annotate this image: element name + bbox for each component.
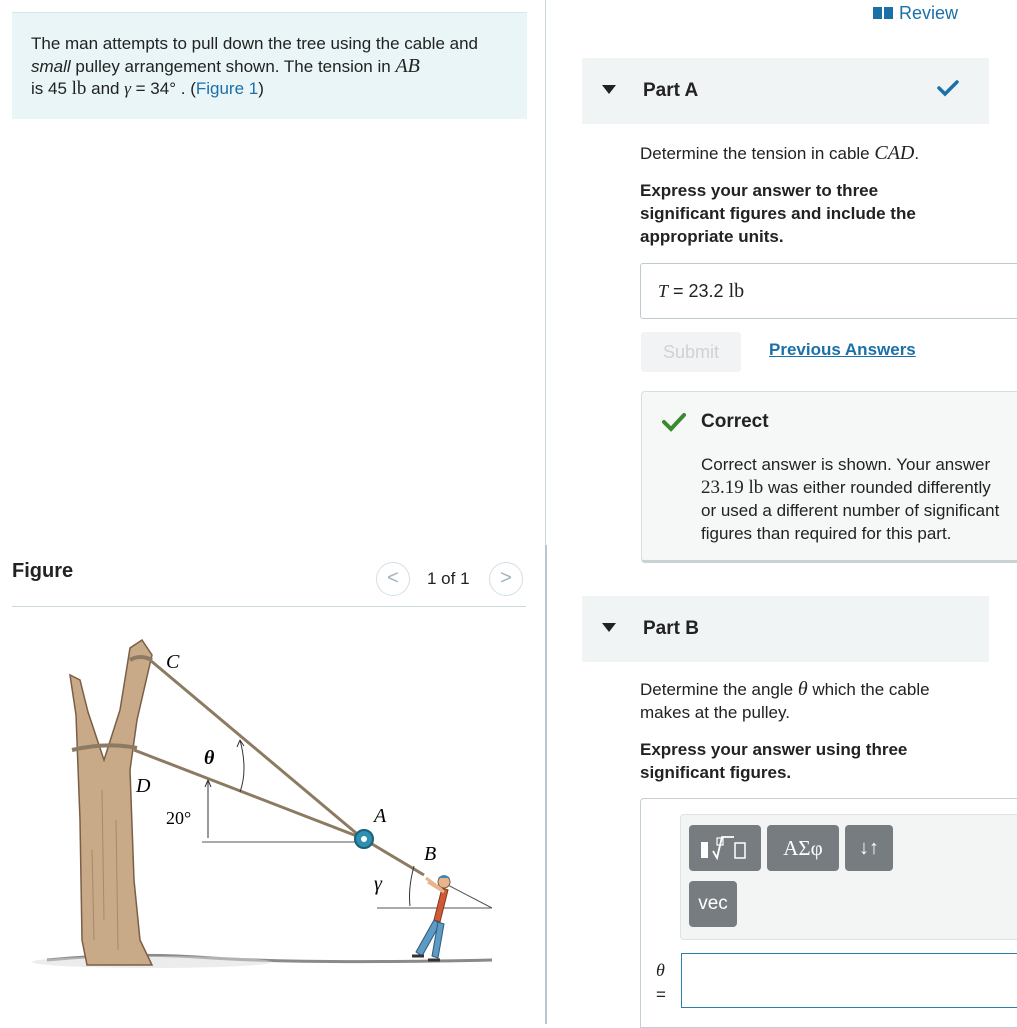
label-a: A xyxy=(374,805,387,827)
part-b-label: Part B xyxy=(643,618,699,639)
answer-variable: T xyxy=(658,281,669,301)
greek-symbols-button[interactable]: ΑΣφ xyxy=(767,825,839,871)
collapse-triangle-icon xyxy=(602,85,616,94)
part-a-label: Part A xyxy=(643,80,699,101)
feedback-line: Correct answer is shown. Your answer xyxy=(701,455,991,474)
label-b: B xyxy=(424,843,437,865)
book-icon xyxy=(873,4,893,25)
feedback-line: figures than required for this part. xyxy=(701,524,952,543)
figure-counter: 1 of 1 xyxy=(427,569,470,588)
part-a-instruction: Express your answer to three significant figures and include the appropriate units. xyxy=(640,181,916,246)
submit-button[interactable]: Submit xyxy=(641,332,741,372)
math-toolbar xyxy=(680,814,1017,940)
label-theta: θ xyxy=(204,747,215,769)
label-20-deg: 20° xyxy=(166,808,192,828)
vector-button[interactable]: vec xyxy=(689,881,737,927)
problem-statement xyxy=(12,12,527,119)
part-a-prompt-end: . xyxy=(914,144,920,163)
tree-trunk xyxy=(70,640,152,965)
column-divider-lower xyxy=(545,545,547,1024)
cad-variable: CAD xyxy=(874,142,915,164)
answer-unit: lb xyxy=(728,280,745,302)
equals-sign: = xyxy=(656,985,666,1004)
root-template-icon xyxy=(689,825,761,871)
feedback-line: or used a different number of significant xyxy=(701,501,1000,520)
collapse-triangle-icon xyxy=(602,623,616,632)
problem-text: is 45 xyxy=(31,79,72,98)
part-a-answer-field[interactable] xyxy=(640,263,1017,319)
part-a-header[interactable] xyxy=(582,58,989,124)
figure-divider xyxy=(12,606,526,607)
part-b-prompt-text: Determine the angle xyxy=(640,680,798,699)
theta-input-label: θ xyxy=(656,960,665,980)
man-figure xyxy=(412,875,450,960)
figure-title: Figure xyxy=(12,560,74,582)
arc-gamma xyxy=(410,866,415,906)
part-a-prompt xyxy=(640,142,919,165)
figure-prev-button[interactable]: < xyxy=(376,562,410,596)
theta-answer-input[interactable] xyxy=(681,953,1017,1008)
review-label: Review xyxy=(899,3,959,23)
correct-feedback-panel xyxy=(641,391,1017,563)
feedback-line: was either rounded differently xyxy=(763,478,991,497)
part-b-prompt-text: which the cable xyxy=(807,680,930,699)
answer-equals: = xyxy=(668,281,689,301)
previous-answers-link[interactable]: Previous Answers xyxy=(769,340,916,359)
part-b-instruction: Express your answer using three significant figures. xyxy=(640,740,908,782)
theta-variable: θ xyxy=(797,678,808,700)
label-c: C xyxy=(166,651,180,673)
review-link[interactable] xyxy=(873,3,958,25)
ground-shadow xyxy=(32,956,272,968)
tree-pulley-figure xyxy=(12,620,512,990)
templates-button[interactable] xyxy=(689,825,761,871)
pulley-hub xyxy=(361,836,367,842)
part-a-prompt-text: Determine the tension in cable xyxy=(640,144,875,163)
figure-next-button[interactable]: > xyxy=(489,562,523,596)
part-a-check-icon xyxy=(937,79,959,97)
problem-text: The man attempts to pull down the tree using the cable and xyxy=(31,34,478,53)
arrows-button[interactable]: ↓↑ xyxy=(845,825,893,871)
problem-text-small: small xyxy=(31,57,71,76)
ref-line-b xyxy=(442,882,492,908)
gamma-variable: γ xyxy=(124,79,131,98)
figure-link[interactable]: Figure 1 xyxy=(195,79,259,98)
unit-lb: lb xyxy=(71,78,87,99)
problem-text: = 34° . ( xyxy=(130,79,196,98)
feedback-message xyxy=(701,453,1017,545)
feedback-value: 23.19 lb xyxy=(701,477,764,498)
problem-text: and xyxy=(86,79,125,98)
part-b-prompt xyxy=(640,678,930,724)
label-gamma: γ xyxy=(374,873,382,895)
problem-text: pulley arrangement shown. The tension in xyxy=(70,57,396,76)
ab-variable: AB xyxy=(395,55,420,77)
correct-check-icon xyxy=(662,412,686,432)
part-b-prompt-text: makes at the pulley. xyxy=(640,703,790,722)
answer-value: 23.2 xyxy=(688,281,724,301)
part-b-header[interactable] xyxy=(582,596,989,662)
problem-text: ) xyxy=(258,79,264,98)
label-d: D xyxy=(136,775,151,797)
feedback-title: Correct xyxy=(701,411,769,432)
arc-theta xyxy=(240,740,244,792)
